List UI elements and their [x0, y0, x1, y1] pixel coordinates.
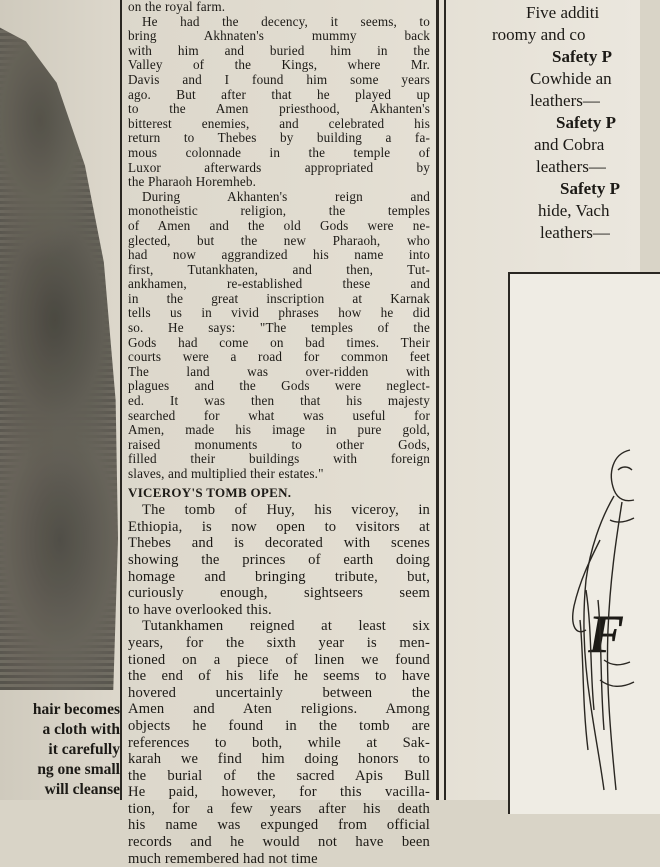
- article-column: [128, 0, 430, 867]
- article-line: Valley of the Kings, where Mr.: [128, 57, 430, 73]
- article-line: return to Thebes by building a fa-: [128, 130, 430, 146]
- article-line: ankhamen, re-established these and: [128, 276, 430, 292]
- article-line: showing the princes of earth doing: [128, 551, 430, 568]
- article-line: much remembered had not time: [128, 850, 318, 867]
- article-line: He paid, however, for this vacilla-: [128, 784, 430, 801]
- ad-line: Safety P: [560, 179, 620, 198]
- article-line: to have overlooked this.: [128, 601, 272, 618]
- article-line: to the Amen priesthood, Akhanten's: [128, 101, 430, 117]
- article-subhead: VICEROY'S TOMB OPEN.: [128, 484, 292, 500]
- article-line: ed. It was then that his majesty: [128, 393, 430, 409]
- advertisement-text: [480, 2, 650, 244]
- article-section-top: [128, 0, 430, 482]
- article-line: hovered uncertainly between the: [128, 684, 430, 701]
- caption-line: will cleanse: [44, 781, 120, 798]
- article-line: Gods had come on bad times. Their: [128, 334, 430, 350]
- column-rule: [436, 0, 439, 800]
- article-line: tells us in vivid phrases how he did: [128, 305, 430, 321]
- column-rule: [120, 0, 122, 800]
- article-line: with him and buried him in the: [128, 42, 430, 58]
- article-line: the Pharaoh Horemheb.: [128, 174, 257, 190]
- article-line: plagues and the Gods were neglect-: [128, 378, 430, 394]
- caption-line: ng one small: [37, 761, 120, 778]
- article-line: Tutankhamen reigned at least six: [142, 618, 430, 635]
- article-line: Amen and Aten religions. Among: [128, 701, 430, 718]
- article-line: Thebes and is decorated with scenes: [128, 535, 430, 552]
- article-line: records and he would not have been: [128, 834, 430, 851]
- article-line: Ethiopia, is now open to visitors at: [128, 518, 430, 535]
- article-line: bitterest enemies, and celebrated his: [128, 115, 430, 131]
- ad-line: and Cobra: [534, 135, 605, 154]
- article-line: raised monuments to other Gods,: [128, 436, 430, 452]
- ad-line: leathers—: [530, 91, 600, 110]
- article-section-bottom: [128, 502, 430, 867]
- ad-line: hide, Vach: [538, 201, 610, 220]
- caption-line: a cloth with: [42, 721, 120, 738]
- article-line: During Akhanten's reign and: [142, 188, 430, 204]
- ad-line: leathers—: [540, 223, 610, 242]
- article-line: tioned on a piece of linen we found: [128, 651, 430, 668]
- caption-line: hair becomes: [32, 701, 120, 718]
- article-line: The land was over-ridden with: [128, 363, 430, 379]
- article-line: on the royal farm.: [128, 0, 226, 14]
- article-line: He had the decency, it seems, to: [142, 13, 430, 29]
- article-line: the burial of the sacred Apis Bull: [128, 767, 430, 784]
- article-line: glected, but the new Pharaoh, who: [128, 232, 430, 248]
- article-line: his name was expunged from official: [128, 817, 430, 834]
- article-line: bring Akhnaten's mummy back: [128, 28, 430, 44]
- article-line: courts were a road for common feet: [128, 349, 430, 365]
- article-line: objects he found in the tomb are: [128, 717, 430, 734]
- article-line: years, for the sixth year is men-: [128, 634, 430, 651]
- ad-line: Safety P: [556, 113, 616, 132]
- article-line: of Amen and the old Gods were ne-: [128, 217, 430, 233]
- ad-box-lettering: F: [588, 604, 625, 664]
- article-line: the end of his life he seems to have: [128, 668, 430, 685]
- fashion-sketch-illustration: [560, 430, 640, 800]
- ad-line: Cowhide an: [530, 69, 612, 88]
- ad-line: roomy and co: [492, 25, 586, 44]
- caption-line: it carefully: [48, 741, 120, 758]
- article-line: in the great inscription at Karnak: [128, 290, 430, 306]
- article-line: karah we find him doing honors to: [128, 751, 430, 768]
- article-line: monotheistic religion, the temples: [128, 203, 430, 219]
- article-line: homage and bringing tribute, but,: [128, 568, 430, 585]
- article-line: first, Tutankhaten, and then, Tut-: [128, 261, 430, 277]
- article-line: slaves, and multiplied their estates.": [128, 466, 324, 481]
- ad-line: Safety P: [552, 47, 612, 66]
- article-line: mous colonnade in the temple of: [128, 144, 430, 160]
- article-line: ago. But after that he played up: [128, 86, 430, 102]
- ad-line: leathers—: [536, 157, 606, 176]
- article-line: had now aggrandized his name into: [128, 247, 430, 263]
- article-line: curiously enough, sightseers seem: [128, 585, 430, 602]
- ad-line: Five additi: [526, 3, 600, 22]
- article-line: Amen, made his image in pure gold,: [128, 422, 430, 438]
- article-line: tion, for a few years after his death: [128, 800, 430, 817]
- article-line: Davis and I found him some years: [128, 71, 430, 87]
- article-line: The tomb of Huy, his viceroy, in: [142, 502, 430, 519]
- column-rule: [444, 0, 446, 800]
- article-line: so. He says: "The temples of the: [128, 320, 430, 336]
- article-line: searched for what was useful for: [128, 407, 430, 423]
- article-line: Luxor afterwards appropriated by: [128, 159, 430, 175]
- photo-caption: [0, 700, 120, 800]
- article-line: references to both, while at Sak-: [128, 734, 430, 751]
- article-line: filled their buildings with foreign: [128, 451, 430, 467]
